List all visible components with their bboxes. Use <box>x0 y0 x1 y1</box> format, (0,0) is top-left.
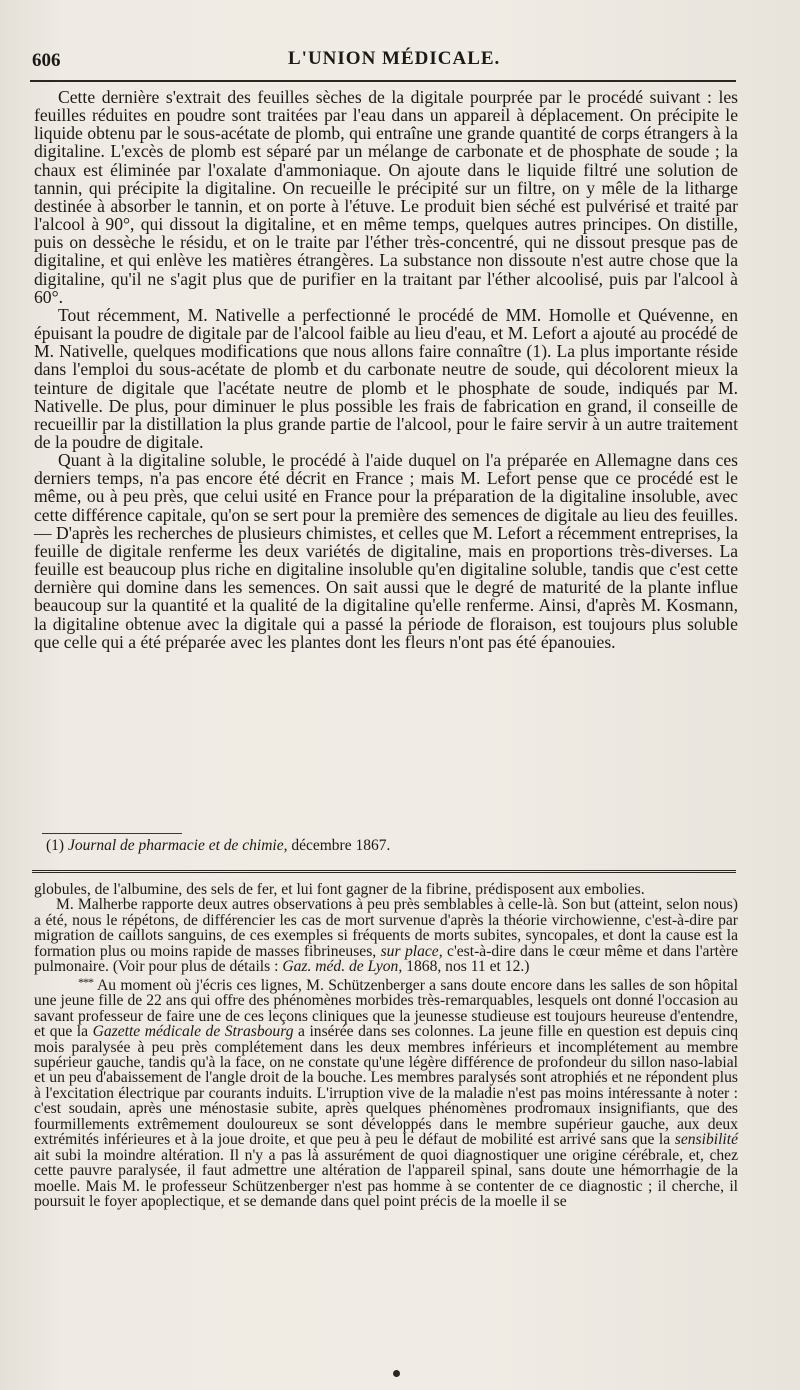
emphasis-sensibilite: sensibilité <box>674 1131 738 1149</box>
paragraph-schutzenberger <box>34 975 738 1210</box>
feuilleton-text-block <box>34 882 738 1210</box>
footnote <box>46 836 726 856</box>
citation-gazette-strasbourg: Gazette médicale de Strasbourg <box>92 1023 294 1041</box>
footnote-marker: (1) <box>46 837 65 854</box>
page-bottom-dot <box>393 1370 400 1377</box>
text-run: M. Malherbe rapporte deux autres observations à peu près semblables à celle-là. Son but (atteint, selon nous) a été, nous le répétons, de différencier les cas de mort survenue d'après la théorie virchowienne, c'est-à-dire par migration de caillots sanguins, de ces exemples si fréquents de morts subites, syncopales, et dont la cause est la formation plus ou moins rapide de masses fibrineuses, <box>34 896 738 960</box>
main-text-block <box>34 88 738 651</box>
text-run: c'est-à-dire dans le cœur même et dans l'artère pulmonaire. (Voir pour plus de détails : <box>34 942 739 976</box>
section-divider <box>32 870 736 873</box>
paragraph-extraction: Cette dernière s'extrait des feuilles sèches de la digitale pourprée par le procédé suivant : les feuilles réduites en poudre sont traitées par l'eau dans un appareil à déplacement. On précipite le liquide obtenu par le sous-acétate de plomb, qui entraîne une grande quantité de corps étrangers à la digitaline. L'excès de plomb est séparé par un mélange de carbonate et de phosphate de soude ; la chaux est éliminée par l'oxalate d'ammoniaque. On ajoute dans le liquide filtré une solution de tannin, qui précipite la digitaline. On recueille le précipité sur un filtre, on y mêle de la litharge destinée à absorber le tannin, et on porte à l'étuve. Le produit bien séché est pulvérisé et traité par l'alcool à 90°, qui dissout la digitaline, et en même temps, quelques autres principes. On distille, puis on dessèche le résidu, et on le traite par l'éther très-concentré, qui ne dissout presque pas de digitaline, et qui enlève les matières étrangères. La substance non dissoute n'est autre chose que la digitaline, qu'il ne s'agit plus que de purifier en la traitant par l'éther alcoolisé, puis par l'alcool à 60°. <box>34 87 738 307</box>
text-run: Au moment où j'écris ces lignes, M. Schützenberger a sans doute encore dans les salles de son hôpital une jeune fille de 22 ans qui offre des phénomènes morbides très-remarquables, lesquels ont donné l'occasion au savant professeur de faire une de ces leçons cliniques que la jeunesse studieuse est toujours heureuse d'entendre, et que la <box>34 976 738 1041</box>
text-run: ait subi la moindre altération. Il n'y a pas là assurément de quoi diagnostiquer une origine cérébrale, et, chez cette pauvre paralysée, il faut admettre une altération de l'appareil spinal, sans doute une hémorrhagie de la moelle. Mais M. le professeur Schützenberger n'est pas homme à se contenter de ce diagnostic ; il cherche, il poursuit le foyer apoplectique, et se demande dans quel point précis de la moelle il se <box>34 1146 738 1211</box>
paragraph-nativelle: Tout récemment, M. Nativelle a perfectionné le procédé de MM. Homolle et Quévenne, en épuisant la poudre de digitale par de l'alcool faible au lieu d'eau, et M. Lefort a ajouté au procédé de M. Nativelle, quelques modifications que nous allons faire connaître (1). La plus importante réside dans l'emploi du sous-acétate de plomb et du carbonate neutre de soude, qui décolorent mieux la teinture de digitale que l'acétate neutre de plomb et le phosphate de soude, indiqués par M. Nativelle. De plus, pour diminuer le plus possible les frais de fabrication en grand, il conseille de recueillir par la distillation la plus grande partie de l'alcool, pour le faire servir à un autre traitement de la poudre de digitale. <box>34 304 738 452</box>
header-rule <box>30 80 736 82</box>
text-run: a insérée dans ses colonnes. La jeune fille en question est depuis cinq mois paralysée à peu près complétement dans les deux membres inférieurs et incomplétement au membre supérieur gauche, tandis qu'à la face, on ne constate qu'une légère différence de profondeur du sillon naso-labial et un peu d'abaissement de l'angle droit de la bouche. Les membres paralysés sont atrophiés et ne répondent plus à l'excitation électrique par courants induits. L'irruption vive de la maladie n'est pas moins intéressante à noter : c'est soudain, après une ménostasie subite, après quelques phénomènes prodromaux insignifiants, que des fourmillements extrêmement douloureux se sont développés dans le membre supérieur gauche, aux deux extrémités inférieures et à la joue droite, et que peu à peu le défaut de mobilité est arrivé sans que la <box>34 1023 738 1149</box>
footnote-rule <box>42 833 182 834</box>
paragraph-malherbe <box>34 897 738 974</box>
emphasis-sur-place: sur place, <box>380 942 443 960</box>
citation-gaz-med: Gaz. méd. de Lyon, <box>282 958 403 976</box>
running-header <box>30 44 740 78</box>
paragraph-digitaline-soluble: Quant à la digitaline soluble, le procédé à l'aide duquel on l'a préparée en Allemagne dans ces derniers temps, n'a pas encore été décrit en France ; mais M. Lefort pense que ce procédé est le même, ou à peu près, que celui usité en France pour la préparation de la digitaline insoluble, avec cette différence capitale, qu'on se sert pour la première des semences de digitale au lieu des feuilles. — D'après les recherches de plusieurs chimistes, et celles que M. Lefort a récemment entreprises, la feuille de digitale renferme les deux variétés de digitaline, mais en proportions très-diverses. La feuille est beaucoup plus riche en digitaline insoluble qu'en digitaline soluble, tandis que c'est cette dernière qui domine dans les semences. On sait aussi que le degré de maturité de la plante influe beaucoup sur la quantité et la qualité de la digitaline qu'elle renferme. Ainsi, d'après M. Kosmann, la digitaline obtenue avec la digitale qui a passé la période de floraison, est toujours plus soluble que celle qui a été préparée avec les plantes dont les fleurs n'ont pas été épanouies. <box>34 450 738 652</box>
text-run: 1868, nos 11 et 12.) <box>406 958 530 976</box>
asterism: *** <box>78 974 93 989</box>
footnote-source: Journal de pharmacie et de chimie, <box>67 837 288 854</box>
paragraph-globules: globules, de l'albumine, des sels de fer, et lui font gagner de la fibrine, prédisposent aux embolies. <box>34 881 645 898</box>
footnote-date: décembre 1867. <box>291 837 391 854</box>
page-number: 606 <box>32 50 61 71</box>
journal-title: L'UNION MÉDICALE. <box>288 48 501 69</box>
